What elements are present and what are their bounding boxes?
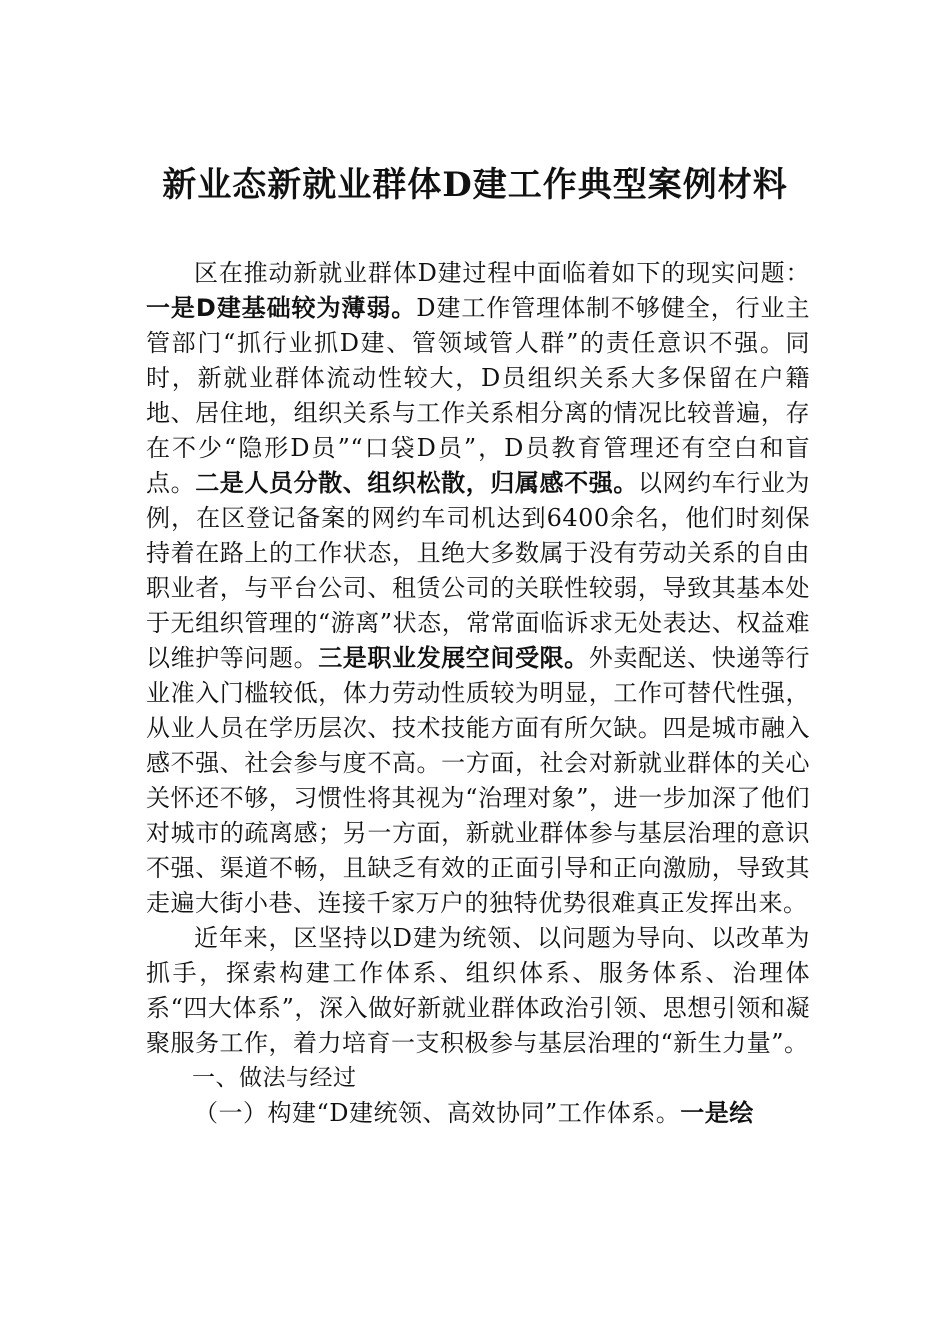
subsection-heading-text: （一）构建“D建统领、高效协同”工作体系。	[194, 1099, 681, 1127]
paragraph-overview: 近年来，区坚持以D建为统领、以问题为导向、以改革为抓手，探索构建工作体系、组织体系、服务体系、治理体系“四大体系”，深入做好新就业群体政治引领、思想引领和凝聚服务工作，着力培育一支积极参与基层治理的“新生力量”。	[146, 924, 810, 1057]
paragraph-text: 以网约车行业为例，在区登记备案的网约车司机达到6400余名，他们时刻保持着在路上的工作状态，且绝大多数属于没有劳动关系的自由职业者，与平台公司、租赁公司的关联性较弱，导致其基本处于无组织管理的“游离”状态，常常面临诉求无处表达、权益难以维护等问题。	[146, 469, 811, 672]
bold-point-2: 二是人员分散、组织松散，归属感不强。	[195, 469, 638, 497]
paragraph-problems	[146, 256, 810, 921]
document-title: 新业态新就业群体D建工作典型案例材料	[162, 165, 788, 205]
bold-point-1: 一是D建基础较为薄弱。	[146, 294, 417, 322]
subsection-bold-text: 一是绘	[680, 1099, 754, 1127]
subsection-heading	[146, 1096, 810, 1131]
section-heading: 一、做法与经过	[192, 1065, 357, 1091]
paragraph-text: 区在推动新就业群体D建过程中面临着如下的现实问题：	[194, 259, 810, 287]
bold-point-3: 三是职业发展空间受限。	[318, 644, 589, 672]
paragraph-text: D建工作管理体制不够健全，行业主管部门“抓行业抓D建、管领域管人群”的责任意识不强。同时，新就业群体流动性较大，D员组织关系大多保留在户籍地、居住地，组织关系与工作关系相分离的情况比较普遍，存在不少“隐形D员”“口袋D员”，D员教育管理还有空白和盲点。	[146, 294, 810, 497]
document-body	[146, 256, 810, 1131]
paragraph-text: 外卖配送、快递等行业准入门槛较低，体力劳动性质较为明显，工作可替代性强，从业人员在学历层次、技术技能方面有所欠缺。四是城市融入感不强、社会参与度不高。一方面，社会对新就业群体的关心关怀还不够，习惯性将其视为“治理对象”，进一步加深了他们对城市的疏离感；另一方面，新就业群体参与基层治理的意识不强、渠道不畅，且缺乏有效的正面引导和正向激励，导致其走遍大街小巷、连接千家万户的独特优势很难真正发挥出来。	[146, 644, 811, 917]
